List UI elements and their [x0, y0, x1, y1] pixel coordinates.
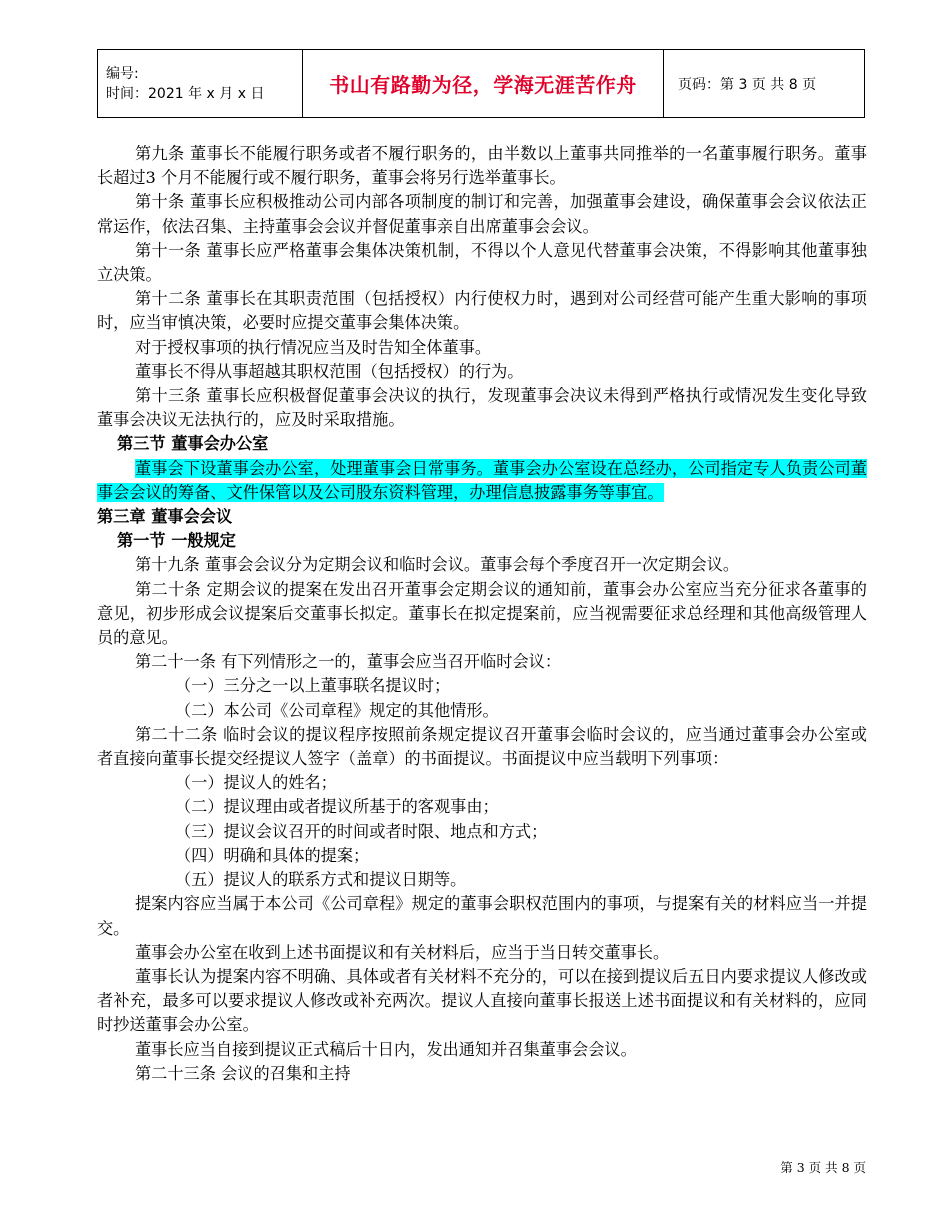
highlighted-text: 董事会下设董事会办公室，处理董事会日常事务。董事会办公室设在总经办，公司指定专人负责公司董事会会议的筹备、文件保管以及公司股东资料管理，办理信息披露事务等事宜。 — [97, 458, 867, 502]
list-item: （五）提议人的联系方式和提议日期等。 — [175, 870, 467, 890]
paragraph-chairman-review: 董事长认为提案内容不明确、具体或者有关材料不充分的，可以在接到提议后五日内要求提议人修改或者补充，最多可以要求提议人修改或补充两次。提议人直接向董事长报送上述书面提议和有关材料的，应同时抄送董事会办公室。 — [97, 966, 867, 1035]
chapter-heading-board-meetings: 第三章 董事会会议 — [97, 507, 233, 527]
paragraph-authorization-report: 对于授权事项的执行情况应当及时告知全体董事。 — [135, 337, 492, 357]
paragraph-no-overreach: 董事长不得从事超越其职权范围（包括授权）的行为。 — [135, 361, 524, 381]
header-meta-cell — [98, 50, 303, 118]
article-21: 第二十一条 有下列情形之一的，董事会应当召开临时会议： — [135, 652, 562, 672]
article-13: 第十三条 董事长应积极督促董事会决议的执行，发现董事会决议未得到严格执行或情况发生变化导致董事会决议无法执行的，应及时采取措施。 — [97, 386, 867, 430]
paragraph-chairman-convene: 董事长应当自接到提议正式稿后十日内，发出通知并召集董事会会议。 — [135, 1039, 637, 1059]
document-number-label: 编号: — [106, 65, 139, 82]
article-19: 第十九条 董事会会议分为定期会议和临时会议。董事会每个季度召开一次定期会议。 — [135, 555, 740, 575]
article-22: 第二十二条 临时会议的提议程序按照前条规定提议召开董事会临时会议的，应当通过董事会办公室或者直接向董事长提交经提议人签字（盖章）的书面提议。书面提议中应当载明下列事项： — [97, 724, 867, 769]
header-table — [97, 49, 865, 118]
section-heading-board-office: 第三节 董事会办公室 — [117, 434, 269, 454]
footer-page-number: 第 3 页 共 8 页 — [780, 1160, 866, 1175]
list-item: （二）本公司《公司章程》规定的其他情形。 — [175, 700, 499, 720]
list-item: （一）提议人的姓名； — [175, 773, 337, 793]
list-item: （二）提议理由或者提议所基于的客观事由； — [175, 797, 499, 817]
header-motto: 书山有路勤为径，学海无涯苦作舟 — [303, 50, 664, 118]
header-page-number: 页码：第 3 页 共 8 页 — [664, 50, 865, 118]
document-date-label: 时间：2021 年 x 月 x 日 — [106, 85, 265, 102]
list-item: （三）提议会议召开的时间或者时限、地点和方式； — [175, 821, 548, 841]
article-11: 第十一条 董事长应严格董事会集体决策机制，不得以个人意见代替董事会决策，不得影响其他董事独立决策。 — [97, 240, 867, 285]
list-item: （一）三分之一以上董事联名提议时； — [175, 676, 451, 696]
article-20: 第二十条 定期会议的提案在发出召开董事会定期会议的通知前，董事会办公室应当充分征求各董事的意见，初步形成会议提案后交董事长拟定。董事长在拟定提案前，应当视需要征求总经理和其他高级管理人员的意见。 — [97, 579, 867, 648]
paragraph-office-forward: 董事会办公室在收到上述书面提议和有关材料后，应当于当日转交董事长。 — [135, 942, 670, 962]
section-heading-general-rules: 第一节 一般规定 — [117, 531, 236, 551]
article-10: 第十条 董事长应积极推动公司内部各项制度的制订和完善，加强董事会建设，确保董事会会议依法正常运作，依法召集、主持董事会会议并督促董事亲自出席董事会会议。 — [97, 192, 867, 236]
article-9: 第九条 董事长不能履行职务或者不履行职务的，由半数以上董事共同推举的一名董事履行职务。董事长超过3 个月不能履行或不履行职务，董事会将另行选举董事长。 — [97, 144, 867, 188]
paragraph-proposal-scope: 提案内容应当属于本公司《公司章程》规定的董事会职权范围内的事项，与提案有关的材料应当一并提交。 — [97, 894, 867, 938]
document-body — [97, 142, 867, 1086]
paragraph-board-office — [97, 457, 867, 505]
article-23: 第二十三条 会议的召集和主持 — [135, 1063, 351, 1083]
article-12: 第十二条 董事长在其职责范围（包括授权）内行使权力时，遇到对公司经营可能产生重大影响的事项时，应当审慎决策，必要时应提交董事会集体决策。 — [97, 289, 867, 333]
list-item: （四）明确和具体的提案； — [175, 845, 370, 865]
